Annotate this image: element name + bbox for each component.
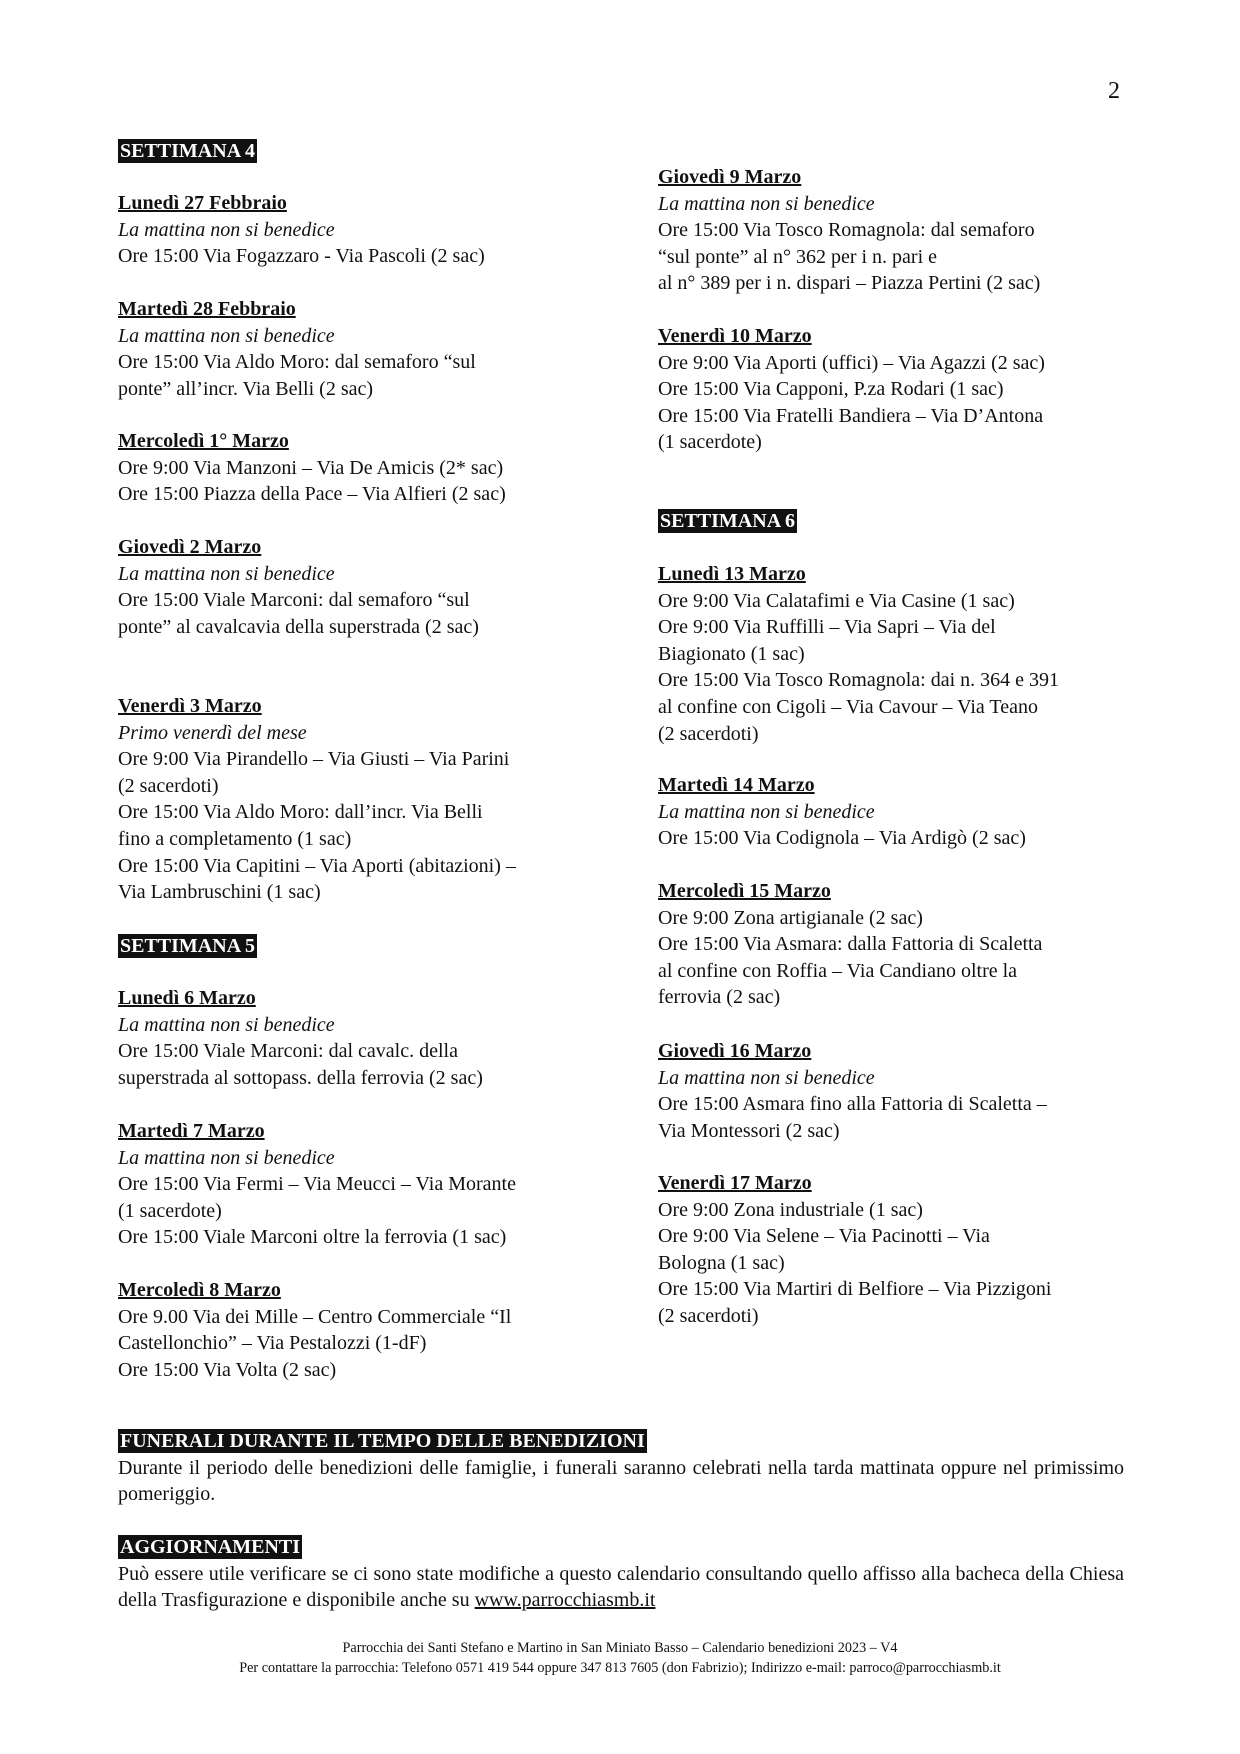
funerals-heading: FUNERALI DURANTE IL TEMPO DELLE BENEDIZIONI <box>120 1430 645 1452</box>
day-entry <box>658 323 1138 456</box>
schedule-line: Ore 15:00 Via Martiri di Belfiore – Via Pizzigoni <box>658 1278 1052 1301</box>
schedule-line: Ore 15:00 Via Tosco Romagnola: dai n. 364 e 391 <box>658 669 1060 692</box>
week-heading-block <box>658 508 1138 535</box>
day-entry <box>118 1118 618 1251</box>
schedule-line: Ore 9:00 Via Aporti (uffici) – Via Agazzi (2 sac) <box>658 351 1045 374</box>
day-title: Lunedì 13 Marzo <box>658 563 806 585</box>
schedule-line: Bologna (1 sac) <box>658 1251 785 1274</box>
schedule-line: Biagionato (1 sac) <box>658 642 805 665</box>
schedule-line: Ore 15:00 Via Volta (2 sac) <box>118 1358 337 1381</box>
schedule-line: Ore 15:00 Via Tosco Romagnola: dal semaforo <box>658 219 1035 242</box>
schedule-line: Ore 15:00 Via Capitini – Via Aporti (abitazioni) – <box>118 854 516 877</box>
schedule-line: (2 sacerdoti) <box>118 774 219 797</box>
day-entry <box>118 693 618 906</box>
day-title: Mercoledì 15 Marzo <box>658 880 831 902</box>
schedule-line: Ore 15:00 Via Codignola – Via Ardigò (2 sac) <box>658 827 1026 850</box>
day-note: La mattina non si benedice <box>118 218 335 241</box>
schedule-line: Ore 9.00 Via dei Mille – Centro Commerciale “Il <box>118 1305 512 1328</box>
week-heading-block <box>118 933 618 960</box>
schedule-line: Ore 15:00 Via Asmara: dalla Fattoria di Scaletta <box>658 933 1043 956</box>
schedule-line: ponte” al cavalcavia della superstrada (2 sac) <box>118 615 479 638</box>
schedule-line: “sul ponte” al n° 362 per i n. pari e <box>658 245 938 268</box>
schedule-line: superstrada al sottopass. della ferrovia (2 sac) <box>118 1066 483 1089</box>
schedule-line: Ore 15:00 Asmara fino alla Fattoria di Scaletta – <box>658 1093 1047 1116</box>
day-entry <box>658 772 1138 852</box>
schedule-line: Ore 9:00 Via Selene – Via Pacinotti – Via <box>658 1225 990 1248</box>
schedule-line: Ore 15:00 Via Fratelli Bandiera – Via D’Antona <box>658 404 1044 427</box>
day-entry <box>658 878 1138 1011</box>
day-note: Primo venerdì del mese <box>118 721 307 744</box>
schedule-line: (2 sacerdoti) <box>658 1304 759 1327</box>
day-note: La mattina non si benedice <box>118 1013 335 1036</box>
footer-line-1: Parrocchia dei Santi Stefano e Martino in San Miniato Basso – Calendario benedizioni 2023 – V4 <box>342 1640 898 1656</box>
day-entry <box>658 561 1138 747</box>
schedule-line: (2 sacerdoti) <box>658 722 759 745</box>
schedule-line: Ore 15:00 Via Aldo Moro: dall’incr. Via Belli <box>118 801 483 824</box>
schedule-line: Castellonchio” – Via Pestalozzi (1-dF) <box>118 1332 427 1355</box>
schedule-line: fino a completamento (1 sac) <box>118 827 352 850</box>
day-note: La mattina non si benedice <box>658 192 875 215</box>
schedule-line: ponte” all’incr. Via Belli (2 sac) <box>118 377 374 400</box>
schedule-line: Ore 9:00 Zona artigianale (2 sac) <box>658 906 923 929</box>
week-heading: SETTIMANA 5 <box>120 935 256 957</box>
schedule-line: Ore 15:00 Via Aldo Moro: dal semaforo “sul <box>118 351 476 374</box>
schedule-line: Ore 15:00 Viale Marconi: dal cavalc. della <box>118 1040 458 1063</box>
day-title: Mercoledì 1° Marzo <box>118 430 289 452</box>
page-footer <box>0 1638 1240 1678</box>
schedule-line: al confine con Cigoli – Via Cavour – Via Teano <box>658 695 1039 718</box>
day-entry <box>118 428 618 508</box>
schedule-line: al confine con Roffia – Via Candiano oltre la <box>658 959 1018 982</box>
day-entry <box>658 1170 1138 1330</box>
schedule-line: Ore 9:00 Via Manzoni – Via De Amicis (2* sac) <box>118 456 504 479</box>
day-title: Martedì 28 Febbraio <box>118 298 296 320</box>
updates-section <box>118 1534 1124 1614</box>
day-entry <box>118 534 618 640</box>
day-title: Lunedì 27 Febbraio <box>118 192 287 214</box>
schedule-line: Ore 15:00 Piazza della Pace – Via Alfieri (2 sac) <box>118 483 506 506</box>
day-note: La mattina non si benedice <box>658 1066 875 1089</box>
funerals-section <box>118 1428 1124 1508</box>
updates-heading: AGGIORNAMENTI <box>120 1536 301 1558</box>
day-title: Venerdì 3 Marzo <box>118 695 262 717</box>
week-heading-block <box>118 138 618 165</box>
schedule-line: Ore 15:00 Via Fermi – Via Meucci – Via Morante <box>118 1173 516 1196</box>
day-title: Martedì 7 Marzo <box>118 1120 265 1142</box>
day-title: Venerdì 10 Marzo <box>658 325 812 347</box>
day-note: La mattina non si benedice <box>118 1146 335 1169</box>
day-note: La mattina non si benedice <box>658 800 875 823</box>
day-title: Giovedì 2 Marzo <box>118 536 262 558</box>
day-title: Lunedì 6 Marzo <box>118 987 256 1009</box>
schedule-line: Ore 15:00 Via Capponi, P.za Rodari (1 sac) <box>658 378 1004 401</box>
updates-text: Può essere utile verificare se ci sono state modifiche a questo calendario consultando quello affisso alla bacheca della Chiesa della Trasfigurazione e disponibile anche su www.parrocchiasmb.it <box>118 1562 1124 1612</box>
day-title: Venerdì 17 Marzo <box>658 1172 812 1194</box>
week-heading: SETTIMANA 6 <box>660 510 796 532</box>
day-note: La mattina non si benedice <box>118 562 335 585</box>
schedule-line: Ore 9:00 Via Ruffilli – Via Sapri – Via del <box>658 616 996 639</box>
day-entry <box>658 1038 1138 1144</box>
schedule-line: Ore 9:00 Via Calatafimi e Via Casine (1 sac) <box>658 589 1015 612</box>
day-title: Martedì 14 Marzo <box>658 774 815 796</box>
day-entry <box>118 1277 618 1383</box>
schedule-line: Via Lambruschini (1 sac) <box>118 881 321 904</box>
schedule-line: (1 sacerdote) <box>118 1199 222 1222</box>
schedule-line: Via Montessori (2 sac) <box>658 1119 840 1142</box>
schedule-line: Ore 9:00 Zona industriale (1 sac) <box>658 1198 923 1221</box>
day-note: La mattina non si benedice <box>118 324 335 347</box>
day-entry <box>118 296 618 402</box>
week-heading: SETTIMANA 4 <box>120 140 256 162</box>
day-title: Mercoledì 8 Marzo <box>118 1279 281 1301</box>
schedule-line: ferrovia (2 sac) <box>658 986 781 1009</box>
schedule-line: al n° 389 per i n. dispari – Piazza Pertini (2 sac) <box>658 272 1041 295</box>
website-link[interactable]: www.parrocchiasmb.it <box>474 1589 656 1612</box>
schedule-line: (1 sacerdote) <box>658 431 762 454</box>
schedule-line: Ore 15:00 Viale Marconi oltre la ferrovia (1 sac) <box>118 1226 507 1249</box>
day-entry <box>118 985 618 1091</box>
day-entry <box>658 164 1138 297</box>
footer-line-2: Per contattare la parrocchia: Telefono 0571 419 544 oppure 347 813 7605 (don Fabrizio); Indirizzo e-mail: parroco@parrocchiasmb.it <box>239 1660 1001 1676</box>
funerals-text: Durante il periodo delle benedizioni delle famiglie, i funerali saranno celebrati nella tarda mattinata oppure nel primissimo pomeriggio. <box>118 1456 1124 1506</box>
day-title: Giovedì 16 Marzo <box>658 1040 812 1062</box>
day-title: Giovedì 9 Marzo <box>658 166 802 188</box>
schedule-line: Ore 15:00 Via Fogazzaro - Via Pascoli (2 sac) <box>118 245 485 268</box>
day-entry <box>118 190 618 270</box>
schedule-line: Ore 15:00 Viale Marconi: dal semaforo “sul <box>118 589 470 612</box>
page-number: 2 <box>1108 78 1120 104</box>
schedule-line: Ore 9:00 Via Pirandello – Via Giusti – Via Parini <box>118 748 510 771</box>
